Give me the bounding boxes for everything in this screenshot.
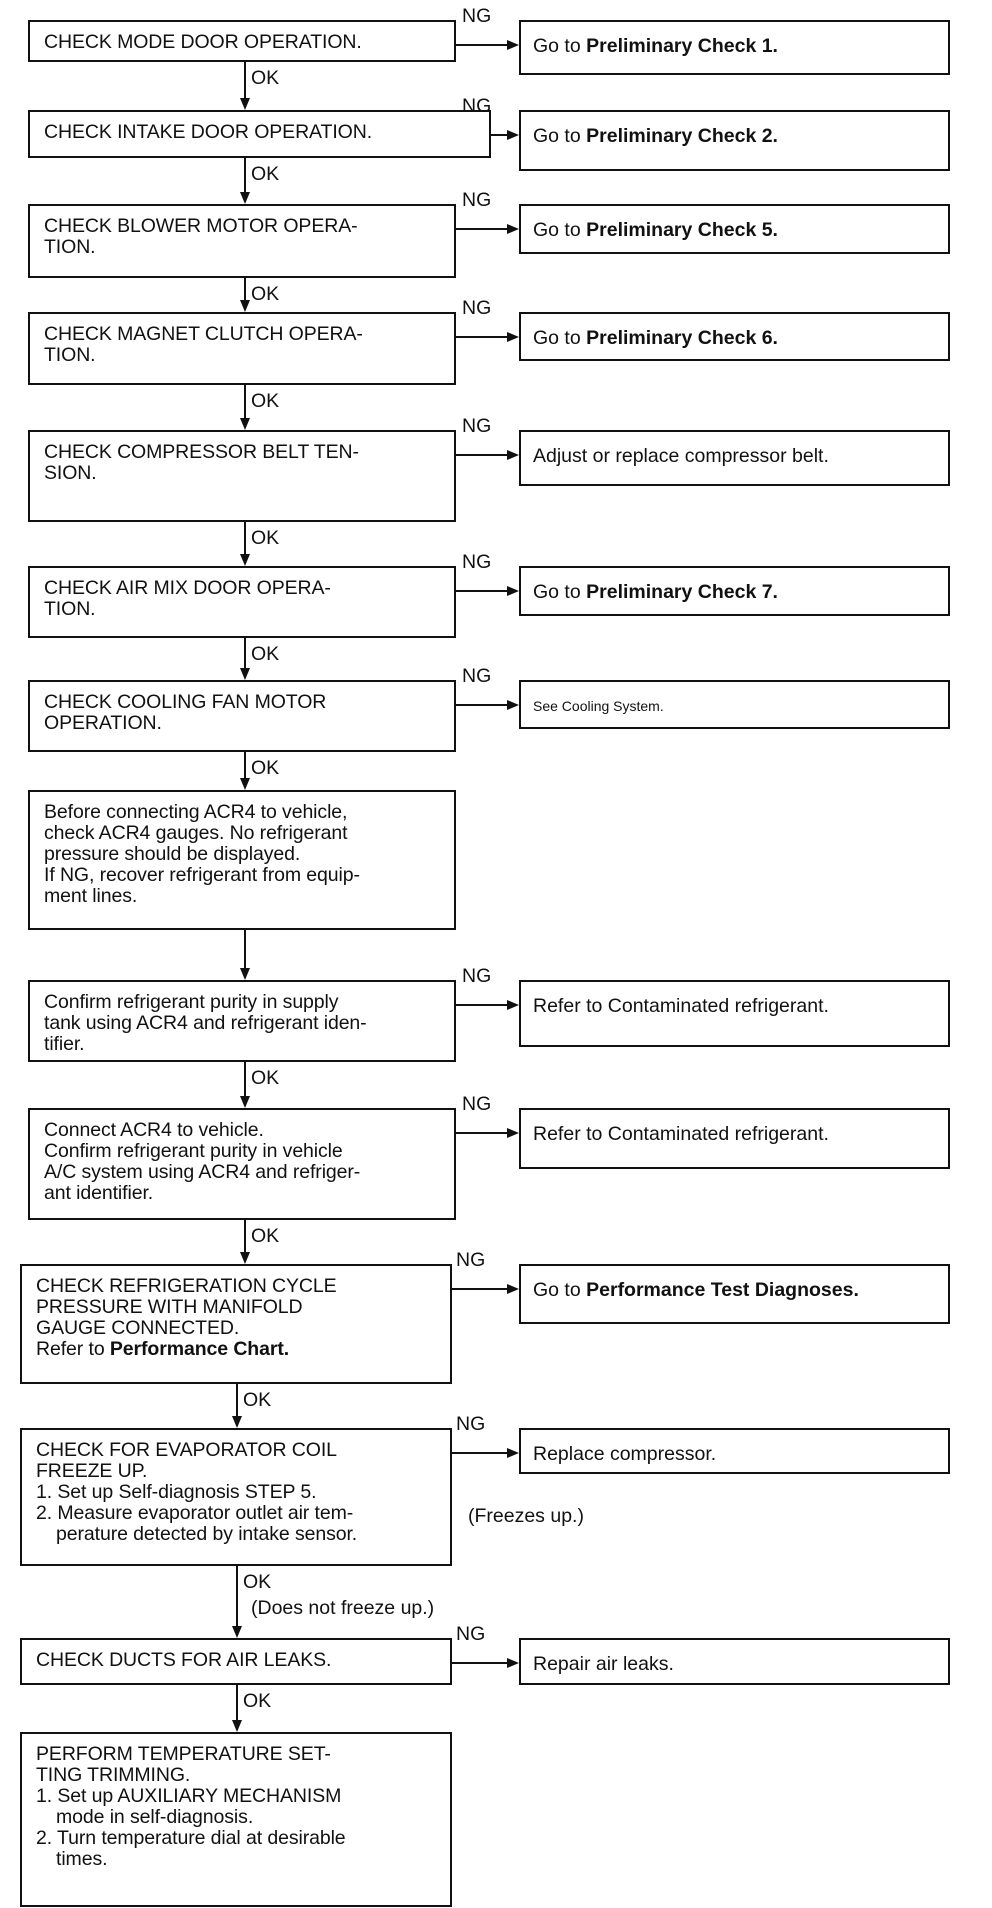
ng-label: NG (456, 1413, 486, 1435)
result-text (533, 220, 942, 241)
step-line: CHECK MAGNET CLUTCH OPERA- (44, 323, 363, 345)
step-box (28, 20, 456, 62)
step-box (28, 1108, 456, 1220)
step-line: PERFORM TEMPERATURE SET- (36, 1743, 331, 1765)
result-bold: Preliminary Check 6. (586, 327, 778, 349)
result-bold: Preliminary Check 1. (586, 35, 778, 57)
ok-label: OK (251, 163, 280, 185)
down-arrowhead (240, 778, 250, 790)
step-line: 1. Set up Self-diagnosis STEP 5. (36, 1481, 317, 1503)
step-text (36, 1650, 442, 1671)
step-line: TION. (44, 344, 96, 366)
step-line: CHECK BLOWER MOTOR OPERA- (44, 215, 358, 237)
step-line: FREEZE UP. (36, 1460, 148, 1482)
step-line: check ACR4 gauges. No refrigerant (44, 822, 348, 844)
step-line: tifier. (44, 1033, 85, 1055)
ok-label: OK (251, 67, 280, 89)
step-line-bold: Performance Chart. (109, 1338, 290, 1360)
result-text (533, 1124, 942, 1145)
down-arrowhead (240, 668, 250, 680)
result-text (533, 996, 942, 1017)
ok-label: OK (251, 1067, 280, 1089)
result-bold: Preliminary Check 7. (586, 581, 778, 603)
ok-label: OK (243, 1389, 272, 1411)
result-plain: Go to (533, 35, 587, 57)
result-box (519, 430, 950, 486)
step-line: CHECK INTAKE DOOR OPERATION. (44, 121, 373, 143)
result-plain: Adjust or replace compressor belt. (533, 445, 829, 467)
step-line: Connect ACR4 to vehicle. (44, 1119, 264, 1141)
step-text (44, 1120, 446, 1204)
ok-label: OK (251, 1225, 280, 1247)
step-line: CHECK DUCTS FOR AIR LEAKS. (36, 1649, 332, 1671)
result-plain: Go to (533, 125, 587, 147)
ng-label: NG (462, 5, 492, 27)
step-box (20, 1638, 452, 1685)
step-line: If NG, recover refrigerant from equip- (44, 864, 360, 886)
ng-label: NG (462, 189, 492, 211)
result-plain: Repair air leaks. (533, 1653, 674, 1675)
result-plain: See Cooling System. (533, 698, 664, 714)
step-box (20, 1732, 452, 1907)
ng-arrowhead (507, 1000, 519, 1010)
step-line: tank using ACR4 and refrigerant iden- (44, 1012, 367, 1034)
result-bold: Preliminary Check 5. (586, 219, 778, 241)
result-plain: Go to (533, 1279, 587, 1301)
result-text (533, 696, 942, 717)
ng-label: NG (462, 665, 492, 687)
result-text (533, 1280, 942, 1301)
ok-label: OK (251, 390, 280, 412)
result-plain: Go to (533, 581, 587, 603)
step-line: TING TRIMMING. (36, 1764, 191, 1786)
step-line: pressure should be displayed. (44, 843, 301, 865)
result-plain: Refer to Contaminated refrigerant. (533, 1123, 829, 1145)
step-line: CHECK REFRIGERATION CYCLE (36, 1275, 337, 1297)
ng-arrowhead (507, 130, 519, 140)
step-text (44, 324, 446, 366)
step-box (20, 1428, 452, 1566)
result-text (533, 1444, 942, 1465)
step-line: SION. (44, 462, 97, 484)
down-arrowhead (240, 554, 250, 566)
result-bold: Preliminary Check 2. (586, 125, 778, 147)
result-box (519, 1108, 950, 1169)
ng-arrowhead (507, 40, 519, 50)
ok-label: OK (243, 1690, 272, 1712)
ng-label: NG (462, 95, 492, 117)
step-line: ant identifier. (44, 1182, 154, 1204)
ng-label: NG (462, 551, 492, 573)
step-line: Confirm refrigerant purity in supply (44, 991, 339, 1013)
down-arrowhead (240, 192, 250, 204)
step-text (44, 692, 446, 734)
step-line: perature detected by intake sensor. (56, 1523, 358, 1545)
result-box (519, 110, 950, 171)
down-arrowhead (232, 1626, 242, 1638)
result-box (519, 980, 950, 1047)
down-arrowhead (232, 1416, 242, 1428)
step-box (28, 680, 456, 752)
step-text (36, 1276, 442, 1360)
step-line: 1. Set up AUXILIARY MECHANISM (36, 1785, 342, 1807)
ng-arrowhead (507, 700, 519, 710)
result-box (519, 566, 950, 616)
step-text (44, 992, 446, 1055)
step-text (44, 122, 481, 143)
result-text (533, 582, 942, 603)
step-text (44, 578, 446, 620)
ok-label: OK (251, 527, 280, 549)
step-line: GAUGE CONNECTED. (36, 1317, 240, 1339)
step-box (28, 430, 456, 522)
ng-label: NG (462, 965, 492, 987)
ng-label: NG (462, 1093, 492, 1115)
step-line: CHECK MODE DOOR OPERATION. (44, 31, 362, 53)
step-line: mode in self-diagnosis. (56, 1806, 254, 1828)
step-line: CHECK FOR EVAPORATOR COIL (36, 1439, 337, 1461)
ok-note: (Does not freeze up.) (251, 1597, 435, 1619)
result-bold: Performance Test Diagnoses. (586, 1279, 859, 1301)
ng-label: NG (462, 297, 492, 319)
result-text (533, 126, 942, 147)
step-text (44, 216, 446, 258)
step-line: OPERATION. (44, 712, 162, 734)
step-text (36, 1440, 442, 1545)
result-box (519, 1428, 950, 1474)
step-box (28, 790, 456, 930)
step-line: 2. Measure evaporator outlet air tem- (36, 1502, 354, 1524)
down-arrowhead (240, 98, 250, 110)
step-box (28, 312, 456, 385)
ng-arrowhead (507, 1128, 519, 1138)
ng-arrowhead (507, 224, 519, 234)
step-line: PRESSURE WITH MANIFOLD (36, 1296, 303, 1318)
ng-arrowhead (507, 332, 519, 342)
result-plain: Refer to Contaminated refrigerant. (533, 995, 829, 1017)
step-text (44, 32, 446, 53)
result-box (519, 204, 950, 254)
result-box (519, 20, 950, 75)
result-plain: Go to (533, 219, 587, 241)
result-box (519, 1638, 950, 1685)
step-box (28, 980, 456, 1062)
step-line: TION. (44, 236, 96, 258)
step-text (36, 1744, 442, 1870)
step-line: A/C system using ACR4 and refriger- (44, 1161, 361, 1183)
result-plain: Replace compressor. (533, 1443, 717, 1465)
result-text (533, 36, 942, 57)
step-line: times. (56, 1848, 108, 1870)
ng-note: (Freezes up.) (468, 1505, 584, 1527)
down-arrowhead (240, 418, 250, 430)
ng-arrowhead (507, 1284, 519, 1294)
step-line: Before connecting ACR4 to vehicle, (44, 801, 348, 823)
down-arrowhead (240, 1252, 250, 1264)
ok-label: OK (243, 1571, 272, 1593)
ng-label: NG (456, 1623, 486, 1645)
ng-arrowhead (507, 1658, 519, 1668)
down-arrowhead (240, 1096, 250, 1108)
ok-label: OK (251, 757, 280, 779)
step-box (28, 110, 491, 158)
ng-arrowhead (507, 586, 519, 596)
ng-label: NG (462, 415, 492, 437)
result-text (533, 328, 942, 349)
step-line: 2. Turn temperature dial at desirable (36, 1827, 346, 1849)
step-line: Confirm refrigerant purity in vehicle (44, 1140, 343, 1162)
step-text (44, 442, 446, 484)
result-plain: Go to (533, 327, 587, 349)
result-text (533, 1654, 942, 1675)
step-line: TION. (44, 598, 96, 620)
down-arrowhead (240, 968, 250, 980)
step-line: CHECK COMPRESSOR BELT TEN- (44, 441, 359, 463)
down-arrowhead (240, 300, 250, 312)
step-line: CHECK AIR MIX DOOR OPERA- (44, 577, 331, 599)
step-line: ment lines. (44, 885, 138, 907)
step-box (20, 1264, 452, 1384)
result-text (533, 446, 942, 467)
ok-label: OK (251, 643, 280, 665)
ok-label: OK (251, 283, 280, 305)
ng-arrowhead (507, 1448, 519, 1458)
step-box (28, 566, 456, 638)
result-box (519, 1264, 950, 1324)
ng-label: NG (456, 1249, 486, 1271)
step-box (28, 204, 456, 278)
down-arrowhead (232, 1720, 242, 1732)
ng-arrowhead (507, 450, 519, 460)
step-line: Refer to Performance Chart. (36, 1338, 290, 1360)
result-box (519, 680, 950, 729)
step-text (44, 802, 446, 907)
step-line: CHECK COOLING FAN MOTOR (44, 691, 327, 713)
result-box (519, 312, 950, 361)
